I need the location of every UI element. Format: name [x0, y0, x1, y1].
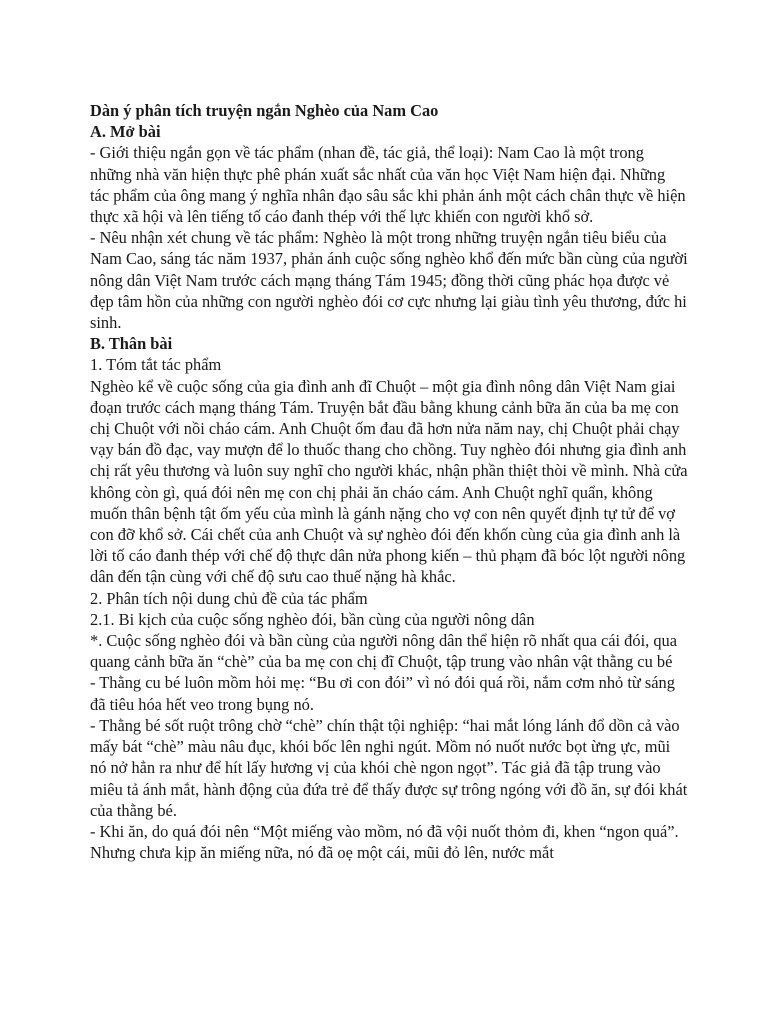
- subheading-analysis: 2. Phân tích nội dung chủ đề của tác phẩm: [90, 588, 368, 608]
- subheading-tragedy: 2.1. Bi kịch của cuộc sống nghèo đói, bần cùng của người nông dân: [90, 609, 535, 629]
- subheading-summary: 1. Tóm tắt tác phẩm: [90, 355, 222, 375]
- analysis-point-3: - Thằng bé sốt ruột trông chờ “chè” chín thật tội nghiệp: “hai mắt lóng lánh đổ dồn cả vào mấy bát “chè” màu nâu đục, khói bốc lên nghi ngút. Mồm nó nuốt nước bọt ừng ực, mũi nó nở hẳn ra như để hít lấy hương vị của khói chè ngon ngọt”. Tác giả đã tập trung vào miêu tả ánh mắt, hành động của đứa trẻ để thấy được sự trông ngóng với đồ ăn, sự đói khát của thằng bé.: [90, 715, 688, 820]
- section-b-heading: B. Thân bài: [90, 334, 173, 354]
- section-a-paragraph-2: - Nêu nhận xét chung về tác phẩm: Nghèo là một trong những truyện ngắn tiêu biểu của Nam Cao, sáng tác năm 1937, phản ánh cuộc sống nghèo khổ đến mức bần cùng của người nông dân Việt Nam trước cách mạng tháng Tám 1945; đồng thời cũng phác họa được vẻ đẹp tâm hồn của những con người nghèo đói cơ cực nhưng lại giàu tình yêu thương, đức hi sinh.: [90, 228, 688, 333]
- analysis-point-1: *. Cuộc sống nghèo đói và bần cùng của người nông dân thể hiện rõ nhất qua cái đói, qua quang cảnh bữa ăn “chè” của ba mẹ con chị đĩ Chuột, tập trung vào nhân vật thằng cu bé: [90, 631, 677, 672]
- section-a-heading: A. Mở bài: [90, 122, 161, 142]
- document-title: Dàn ý phân tích truyện ngắn Nghèo của Nam Cao: [90, 101, 439, 120]
- analysis-point-4: - Khi ăn, do quá đói nên “Một miếng vào mồm, nó đã vội nuốt thỏm đi, khen “ngon quá”. Nhưng chưa kịp ăn miếng nữa, nó đã oẹ một cái, mũi đỏ lên, nước mắt: [90, 821, 679, 863]
- summary-paragraph: Nghèo kể về cuộc sống của gia đình anh đĩ Chuột – một gia đình nông dân Việt Nam giai đoạn trước cách mạng tháng Tám. Truyện bắt đầu bằng khung cảnh bữa ăn của ba mẹ con chị Chuột với nồi cháo cám. Anh Chuột ốm đau đã hơn nửa năm nay, chị Chuột phải chạy vạy bán đồ đạc, vay mượn để lo thuốc thang cho chồng. Tuy nghèo đói nhưng gia đình anh chị rất yêu thương và luôn suy nghĩ cho người khác, nhận phần thiệt thòi về mình. Nhà cửa không còn gì, quá đói nên mẹ con chị phải ăn cháo cám. Anh Chuột nghĩ quẩn, không muốn thân bệnh tật ốm yếu của mình là gánh nặng cho vợ con nên quyết định tự tử để vợ con đỡ khổ sở. Cái chết của anh Chuột và sự nghèo đói đến khốn cùng của gia đình anh là lời tố cáo đanh thép với chế độ thực dân nửa phong kiến – thủ phạm đã bóc lột người nông dân đến tận cùng với chế độ sưu cao thuế nặng hà khắc.: [90, 376, 688, 587]
- section-a-paragraph-1: - Giới thiệu ngắn gọn về tác phẩm (nhan đề, tác giả, thể loại): Nam Cao là một trong những nhà văn hiện thực phê phán xuất sắc nhất của văn học Việt Nam hiện đại. Những tác phẩm của ông mang ý nghĩa nhân đạo sâu sắc khi phản ánh một cách chân thực về hiện thực xã hội và lên tiếng tố cáo đanh thép với thế lực khiến con người khổ sở.: [90, 143, 686, 227]
- analysis-point-2: - Thằng cu bé luôn mồm hỏi mẹ: “Bu ơi con đói” vì nó đói quá rồi, nắm cơm nhỏ từ sáng đã tiêu hóa hết veo trong bụng nó.: [90, 673, 675, 714]
